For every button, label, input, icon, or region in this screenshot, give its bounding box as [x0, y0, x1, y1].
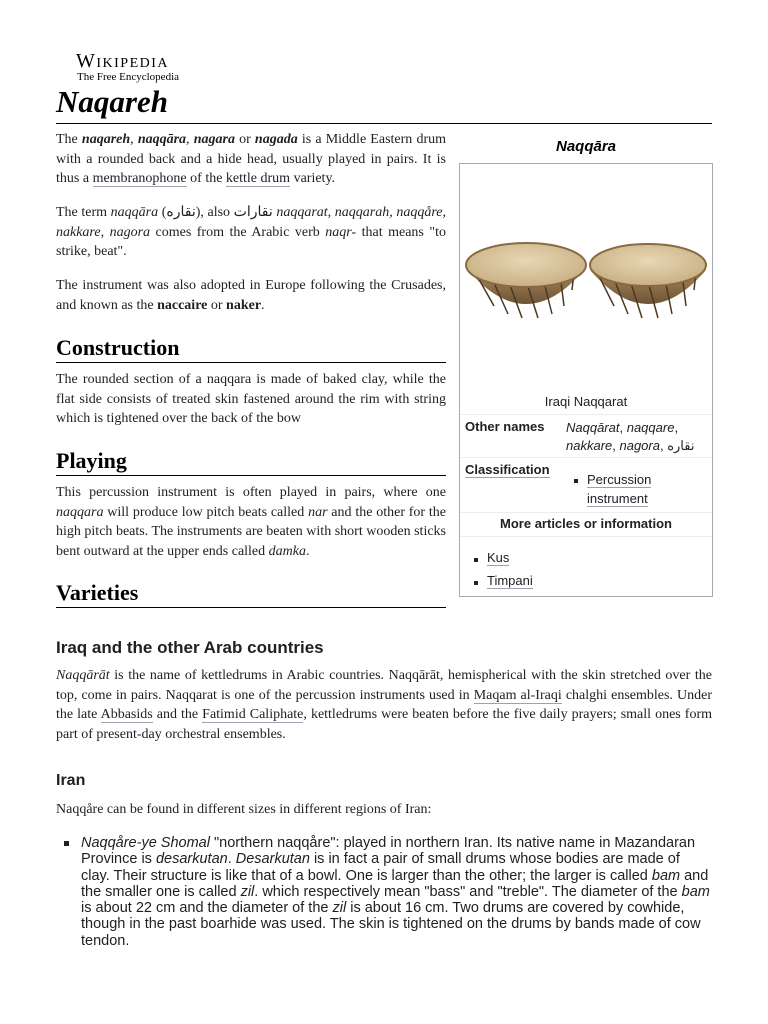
- infobox-link-item[interactable]: [487, 550, 509, 565]
- list-bullet: [574, 479, 578, 483]
- wikipedia-tagline: The Free Encyclopedia: [77, 71, 180, 83]
- wikipedia-wordmark[interactable]: [76, 50, 169, 73]
- construction-paragraph: The rounded section of a naqqara is made of baked clay, while the flat side consists of treated skin fastened around the rim with string which is tightened over the back of the bow: [56, 372, 446, 426]
- infobox-more-heading: More articles or information: [500, 516, 672, 531]
- infobox-value-classification[interactable]: [587, 470, 677, 508]
- iran-intro: Naqqåre can be found in different sizes in different regions of Iran:: [56, 802, 432, 817]
- construction-rule: [56, 362, 446, 363]
- italic-term: naqqarat, naqqarah, naqqåre, nakkare, nagora: [56, 205, 446, 240]
- italic-term: naqqare: [626, 420, 675, 435]
- italic-term: naqqāra: [110, 205, 159, 220]
- playing-rule: [56, 475, 446, 476]
- inline-link[interactable]: Abbasids: [100, 707, 153, 722]
- infobox-label-other-names: Other names: [465, 419, 545, 434]
- bold-term: naker: [226, 297, 262, 313]
- playing-paragraph: This percussion instrument is often played in pairs, where one naqqara will produce low pitch beats called nar and the other for the high pitch beats. The instruments are beaten with short wooden sticks bent outward at the upper ends called damka.: [56, 485, 446, 559]
- infobox-image[interactable]: [464, 234, 708, 334]
- list-bullet: [64, 841, 69, 846]
- italic-term: bam: [681, 883, 710, 900]
- infobox-link-item[interactable]: [487, 573, 533, 588]
- percussion-instrument-link[interactable]: Percussion instrument: [587, 472, 652, 506]
- italic-term: nagora: [619, 438, 660, 453]
- wordmark-text: Wikipedia: [76, 50, 170, 72]
- infobox-image-caption: Iraqi Naqqarat: [544, 394, 628, 409]
- naqqara-drums-image: [464, 234, 708, 334]
- infobox-label-classification: [465, 462, 550, 477]
- italic-term: damka: [268, 543, 306, 559]
- inline-link[interactable]: membranophone: [92, 171, 187, 186]
- intro-paragraph-3: The instrument was also adopted in Europe following the Crusades, and known as the naccaire or naker.: [56, 278, 446, 313]
- inline-link[interactable]: Fatimid Caliphate: [202, 707, 304, 722]
- italic-term: zil: [332, 900, 347, 917]
- subsection-heading-iraq: Iraq and the other Arab countries: [56, 638, 324, 657]
- infobox-divider: [460, 457, 712, 458]
- bold-term: nagada: [254, 132, 298, 147]
- bold-term: naccaire: [157, 297, 208, 313]
- intro-paragraph-1: The naqareh, naqqāra, nagara or nagada is a Middle Eastern drum with a rounded back and a hide head, usually played in pairs. It is thus a membranophone of the kettle drum variety.: [56, 132, 446, 186]
- bold-term: naqqāra: [137, 132, 187, 147]
- italic-term: nar: [308, 504, 328, 520]
- italic-term: Desarkutan: [235, 851, 310, 868]
- italic-term: Naqqåre-ye Shomal: [81, 835, 210, 851]
- infobox-divider: [460, 536, 712, 537]
- bold-term: nagara: [193, 132, 235, 147]
- italic-term: naqqara: [56, 504, 104, 520]
- timpani-link[interactable]: Timpani: [487, 573, 533, 588]
- section-heading-construction: Construction: [56, 335, 180, 360]
- section-heading-playing: Playing: [56, 448, 127, 473]
- italic-term: zil: [240, 883, 255, 900]
- italic-term: naqr-: [325, 224, 357, 240]
- italic-term: Naqqārat: [566, 420, 620, 435]
- inline-link[interactable]: kettle drum: [225, 171, 291, 186]
- italic-term: desarkutan: [155, 851, 228, 868]
- infobox-divider: [460, 414, 712, 415]
- list-bullet: [474, 581, 478, 585]
- italic-term: Naqqārāt: [56, 668, 110, 683]
- page-title: Naqareh: [56, 84, 168, 119]
- intro-paragraph-2: The term naqqāra (نقاره), also نقارات naqqarat, naqqarah, naqqåre, nakkare, nagora comes from the Arabic verb naqr- that means "to strike, beat".: [56, 205, 446, 259]
- infobox-title: Naqqāra: [555, 138, 617, 155]
- infobox-divider: [460, 512, 712, 513]
- inline-link[interactable]: Maqam al-Iraqi: [473, 687, 562, 703]
- classification-label-text: Classification: [465, 462, 550, 477]
- infobox: [459, 163, 713, 597]
- kus-link[interactable]: Kus: [487, 550, 510, 565]
- subsection-heading-iran: Iran: [56, 772, 86, 789]
- iraq-paragraph: Naqqārāt is the name of kettledrums in Arabic countries. Naqqārāt, hemispherical with the skin stretched over the top, come in pairs. Naqqarat is one of the percussion instruments used in Maqam al-Iraqi chalghi ensembles. Under the late Abbasids and the Fatimid Caliphate, kettledrums were beaten before the five daily prayers; small ones form part of present-day orchestral ensembles.: [56, 668, 712, 742]
- infobox-value-other-names: Naqqārat, naqqare, nakkare, nagora, نقاره: [566, 420, 695, 453]
- italic-term: nakkare: [566, 438, 613, 453]
- varieties-rule: [56, 607, 446, 608]
- title-rule: [56, 123, 712, 124]
- italic-term: bam: [651, 867, 681, 884]
- section-heading-varieties: Varieties: [56, 580, 139, 605]
- iran-list-item-1: Naqqåre-ye Shomal "northern naqqåre": played in northern Iran. Its native name in Mazandaran Province is desarkutan. Desarkutan is in fact a pair of small drums whose bodies are made of clay. Their structure is like that of a bowl. One is larger than the other; the larger is called bam and the smaller one is called zil. which respectively mean "bass" and "treble". The diameter of the bam is about 22 cm and the diameter of the zil is about 16 cm. Two drums are covered by cowhide, though in the past boarhide was used. The skin is tightened on the drums by bands made of cow tendon.: [81, 835, 710, 949]
- list-bullet: [474, 558, 478, 562]
- bold-term: naqareh: [81, 132, 131, 147]
